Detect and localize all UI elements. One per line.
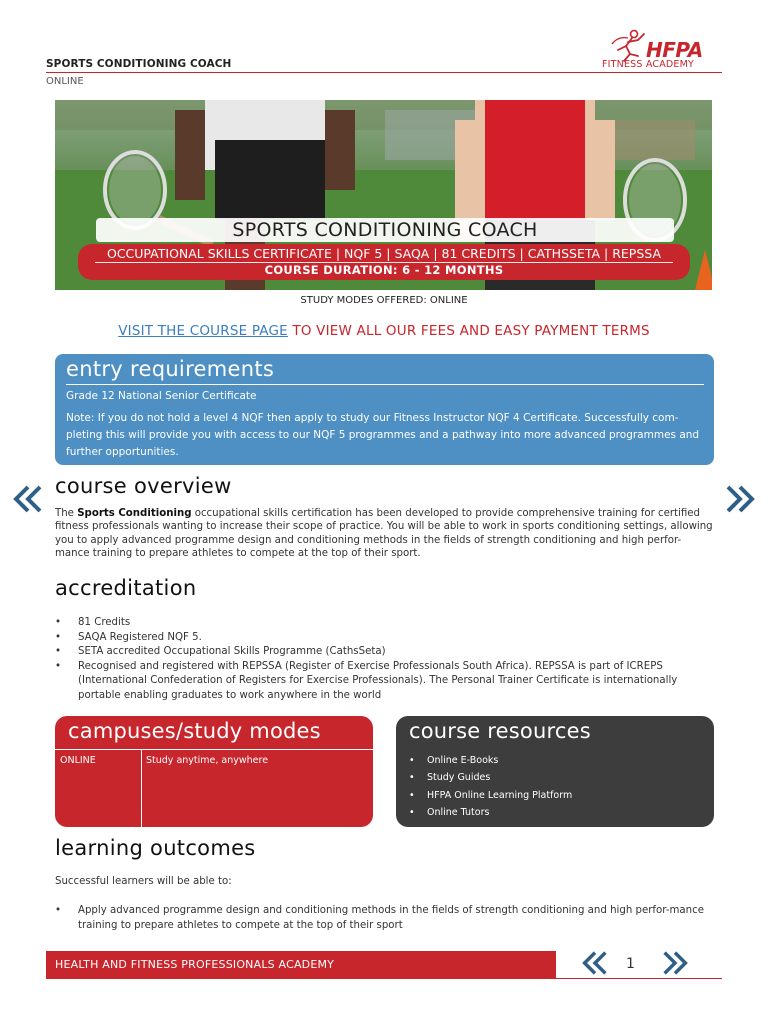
course-resources-heading: course resources <box>409 719 591 743</box>
course-overview-text <box>55 507 715 560</box>
chevron-left-double-icon[interactable] <box>580 950 610 976</box>
campuses-heading: campuses/study modes <box>68 719 321 743</box>
course-resources-list <box>409 752 699 821</box>
accreditation-heading: accreditation <box>55 576 197 600</box>
document-title: SPORTS CONDITIONING COACH <box>46 58 232 70</box>
chevron-right-double-icon[interactable] <box>660 950 690 976</box>
entry-requirement: Grade 12 National Senior Certificate <box>66 390 257 402</box>
visit-course-text: TO VIEW ALL OUR FEES AND EASY PAYMENT TERMS <box>287 323 650 339</box>
document-mode: ONLINE <box>46 76 84 87</box>
overview-body: occupational skills certification has been developed to provide comprehensive training for certified fitness professionals wanting to increase their scope of practice. You will be able to work in sports conditioning settings, allowing you to apply advanced programme design and conditioning methods in the fields of strength conditioning and high perfor-mance training to prepare athletes to compete at the top of their sport. <box>55 508 713 559</box>
list-item: • SETA accredited Occupational Skills Programme (CathsSeta) <box>55 645 715 660</box>
page-number: 1 <box>626 956 635 972</box>
list-item: • Online Tutors <box>409 804 699 821</box>
learning-outcomes-intro: Successful learners will be able to: <box>55 876 232 887</box>
logo-brand: HFPA <box>646 38 703 62</box>
campuses-divider <box>55 749 373 750</box>
footer-rule <box>46 978 722 979</box>
list-item: • SAQA Registered NQF 5. <box>55 631 715 646</box>
learning-outcomes-heading: learning outcomes <box>55 836 256 860</box>
campus-mode: ONLINE <box>60 755 96 766</box>
course-duration: COURSE DURATION: 6 - 12 MONTHS <box>264 263 504 277</box>
study-modes-caption: STUDY MODES OFFERED: ONLINE <box>300 295 468 306</box>
list-item: • HFPA Online Learning Platform <box>409 787 699 804</box>
list-item: • 81 Credits <box>55 616 715 631</box>
overview-lead: The <box>55 508 78 519</box>
hero-title: SPORTS CONDITIONING COACH <box>96 218 674 242</box>
chevron-left-double-icon[interactable] <box>12 484 44 514</box>
entry-requirements-heading: entry requirements <box>66 357 275 381</box>
overview-course-name: Sports Conditioning <box>77 508 192 519</box>
entry-note: Note: If you do not hold a level 4 NQF then apply to study our Fitness Instructor NQF 4 Certificate. Successfully com-pleting this will provide you with access to our NQF 5 programmes and a pathway into more advanced programmes and further opportunities. <box>66 412 700 458</box>
list-item: • Study Guides <box>409 769 699 786</box>
logo-subtitle: FITNESS ACADEMY <box>602 59 695 70</box>
chevron-right-double-icon[interactable] <box>724 484 756 514</box>
accreditation-list <box>55 616 715 703</box>
header-rule <box>46 72 722 73</box>
visit-course-line <box>0 323 768 339</box>
course-overview-heading: course overview <box>55 474 232 498</box>
campus-mode-detail: Study anytime, anywhere <box>146 755 269 766</box>
footer-text: HEALTH AND FITNESS PROFESSIONALS ACADEMY <box>55 958 335 971</box>
visit-course-link[interactable]: VISIT THE COURSE PAGE <box>118 323 288 339</box>
list-item: • Recognised and registered with REPSSA (Register of Exercise Professionals South Africa). REPSSA is part of ICREPS (International Confederation of Registers for Exercise Professionals). The Personal Trainer Certificate is internationally portable enabling graduates to work anywhere in the world <box>55 660 715 704</box>
learning-outcomes-list <box>55 904 715 933</box>
campuses-column-divider <box>141 749 142 827</box>
list-item: • Apply advanced programme design and conditioning methods in the fields of strength conditioning and high perfor-mance training to prepare athletes to compete at the top of their sport <box>55 904 715 933</box>
hero-subtitle: OCCUPATIONAL SKILLS CERTIFICATE | NQF 5 | SAQA | 81 CREDITS | CATHSSETA | REPSSA <box>106 246 662 261</box>
hfpa-logo <box>600 28 722 72</box>
entry-divider <box>66 384 704 385</box>
list-item: • Online E-Books <box>409 752 699 769</box>
